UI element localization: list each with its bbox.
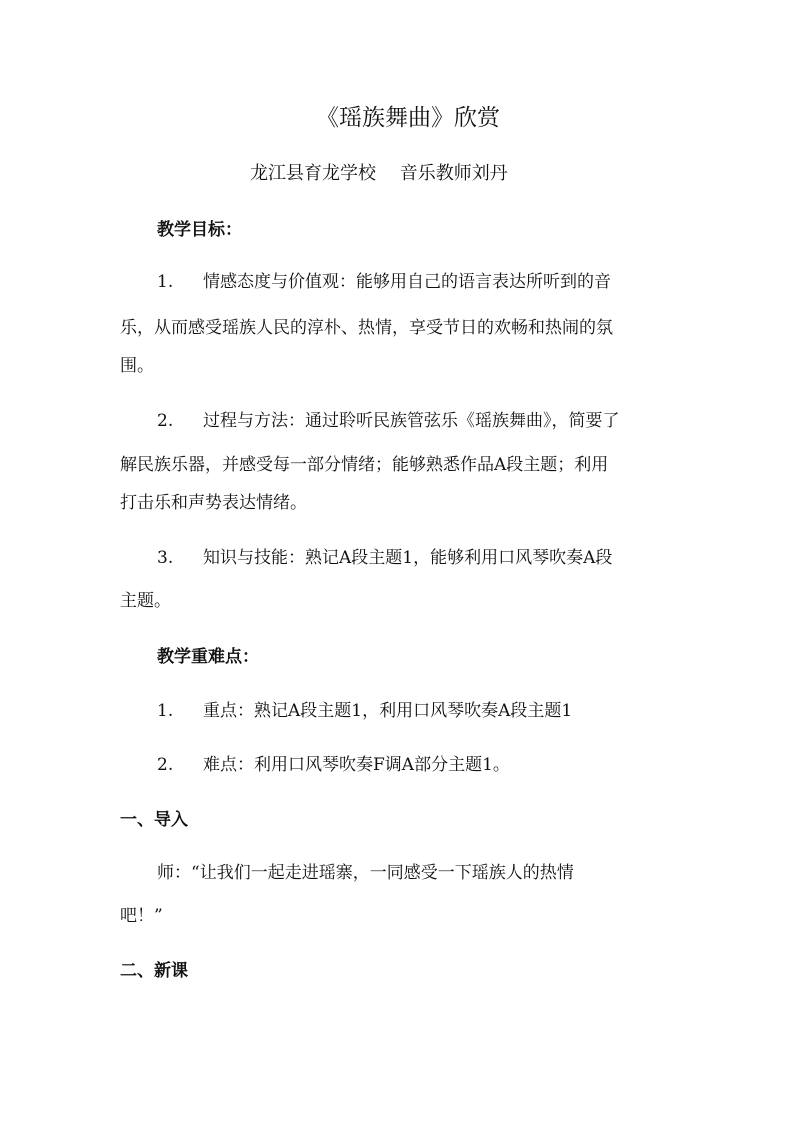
key-point-2-number: 2. — [157, 755, 174, 775]
author-line: 龙江县育龙学校 音乐教师刘丹 — [250, 163, 508, 184]
section-intro-heading: 一、导入 — [120, 810, 188, 830]
key-point-2 — [157, 755, 510, 775]
key-point-1-text: 重点：熟记A段主题1，利用口风琴吹奏A段主题1 — [203, 701, 573, 721]
objective-2-first-line — [157, 411, 620, 431]
objectives-heading: 教学目标： — [157, 220, 242, 240]
objective-1-line-3: 围。 — [120, 356, 154, 376]
objective-1-line-2: 乐，从而感受瑶族人民的淳朴、热情，享受节日的欢畅和热闹的氛 — [120, 318, 613, 338]
objective-2-line-3: 打击乐和声势表达情绪。 — [120, 493, 307, 513]
objective-3-number: 3. — [157, 548, 174, 568]
objective-3-line-2: 主题。 — [120, 591, 171, 611]
objective-2-line-2: 解民族乐器，并感受每一部分情绪；能够熟悉作品A段主题；利用 — [120, 455, 609, 475]
objective-2-text: 过程与方法：通过聆听民族管弦乐《瑶族舞曲》，简要了 — [203, 411, 620, 431]
section-intro-line-2: 吧！” — [120, 906, 163, 926]
page-title: 《瑶族舞曲》欣赏 — [316, 105, 500, 131]
key-point-1 — [157, 701, 572, 721]
key-point-1-number: 1. — [157, 701, 174, 721]
key-points-heading: 教学重难点： — [157, 647, 259, 667]
objective-1-text: 情感态度与价值观：能够用自己的语言表达所听到的音 — [203, 272, 611, 292]
key-point-2-text: 难点：利用口风琴吹奏F调A部分主题1。 — [203, 755, 510, 775]
objective-1-number: 1. — [157, 272, 174, 292]
objective-1-first-line — [157, 272, 611, 292]
section-intro-line-1: 师：“让我们一起走进瑶寨，一同感受一下瑶族人的热情 — [157, 863, 574, 883]
objective-3-first-line — [157, 548, 612, 568]
objective-2-number: 2. — [157, 411, 174, 431]
objective-3-text: 知识与技能：熟记A段主题1，能够利用口风琴吹奏A段 — [203, 548, 613, 568]
section-new-heading: 二、新课 — [120, 961, 188, 981]
